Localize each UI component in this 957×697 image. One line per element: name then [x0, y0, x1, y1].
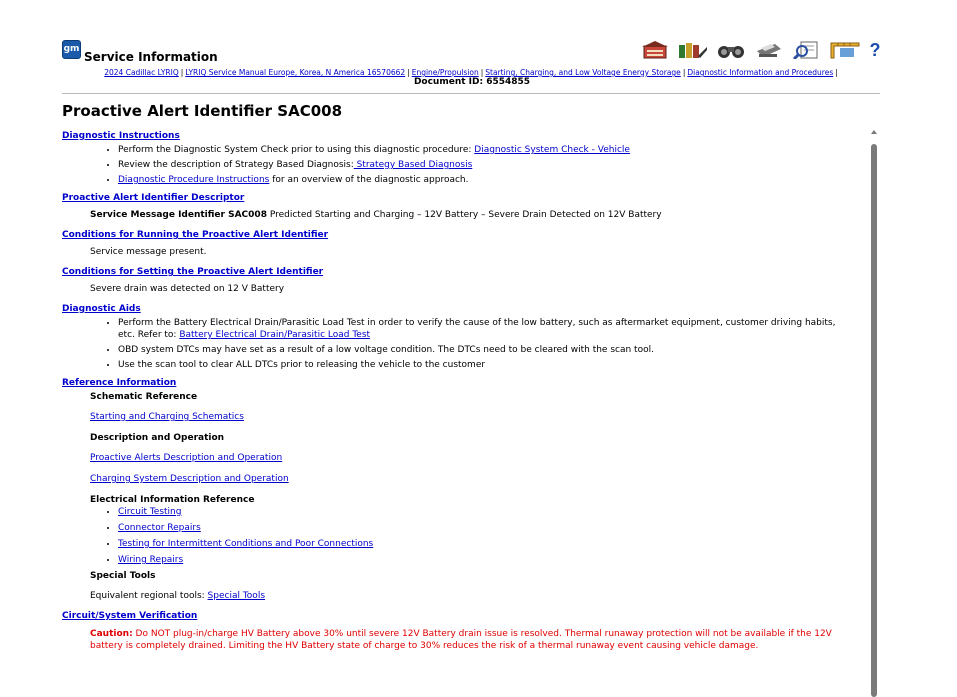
- caution-note: [62, 628, 862, 652]
- service-message-label: Service Message Identifier SAC008: [90, 210, 267, 220]
- list-item: • Use the scan tool to clear ALL DTCs prior to releasing the vehicle to the customer: [118, 359, 852, 371]
- list-item: [118, 506, 862, 518]
- conditions-setting-text: Severe drain was detected on 12 V Battery: [90, 284, 285, 294]
- section-descriptor[interactable]: Proactive Alert Identifier Descriptor: [62, 193, 245, 203]
- section-circuit-verification[interactable]: Circuit/System Verification: [62, 611, 198, 621]
- ruler-icon[interactable]: [830, 40, 860, 60]
- gm-logo: gm: [62, 40, 81, 59]
- page-title: Proactive Alert Identifier SAC008: [62, 102, 343, 120]
- service-message-description: Predicted Starting and Charging – 12V Battery – Severe Drain Detected on 12V Battery: [266, 210, 662, 220]
- link-proactive-alerts-description[interactable]: Proactive Alerts Description and Operation: [90, 453, 283, 463]
- list-item: • Perform the Battery Electrical Drain/Parasitic Load Test in order to verify the cause of the low battery, such as aftermarket equipment, customer driving habits, etc. Refer to: Battery Electrical Drain/Parasitic Load Test: [118, 317, 852, 341]
- binoculars-icon[interactable]: [716, 40, 746, 60]
- section-conditions-setting[interactable]: Conditions for Setting the Proactive Alert Identifier: [62, 267, 324, 277]
- reference-block: [62, 391, 862, 506]
- description-operation-title: Description and Operation: [90, 433, 225, 443]
- special-tools-title: Special Tools: [90, 571, 156, 581]
- home-icon[interactable]: [640, 40, 670, 60]
- main-content: [62, 102, 862, 652]
- link-battery-drain-test[interactable]: Battery Electrical Drain/Parasitic Load Test: [179, 330, 371, 340]
- list-item: • Perform the Diagnostic System Check prior to using this diagnostic procedure: Diagnostic System Check - Vehicle: [118, 144, 862, 156]
- link-strategy-based-diagnosis[interactable]: Strategy Based Diagnosis: [353, 160, 473, 170]
- breadcrumb-engine[interactable]: Engine/Propulsion: [411, 68, 479, 77]
- list-item: [118, 522, 862, 534]
- schematic-reference-title: Schematic Reference: [90, 392, 198, 402]
- list-item: • OBD system DTCs may have set as a result of a low voltage condition. The DTCs need to be cleared with the scan tool.: [118, 344, 852, 356]
- help-icon[interactable]: ?: [869, 40, 881, 60]
- list-item: • Diagnostic Procedure Instructions for an overview of the diagnostic approach.: [118, 174, 862, 186]
- link-wiring-repairs[interactable]: Wiring Repairs: [118, 555, 184, 565]
- toolbar: [640, 40, 882, 60]
- link-intermittent-conditions[interactable]: Testing for Intermittent Conditions and Poor Connections: [118, 539, 374, 549]
- breadcrumb-starting-charging[interactable]: Starting, Charging, and Low Voltage Energy Storage: [485, 68, 681, 77]
- diagnostic-aids-list: [62, 317, 862, 371]
- list-item: [118, 538, 862, 550]
- vertical-scrollbar[interactable]: [870, 130, 878, 697]
- caution-text: Do NOT plug-in/charge HV Battery above 30% until severe 12V Battery drain issue is resolved. Thermal runaway protection will not be available if the 12V battery is completely drained. Limiting the HV Battery state of charge to 30% reduces the risk of a thermal runaway event causing vehicle damage.: [90, 629, 832, 651]
- link-circuit-testing[interactable]: Circuit Testing: [118, 507, 182, 517]
- special-tools-block: Special Tools Equivalent regional tools: Special Tools: [62, 570, 862, 602]
- link-connector-repairs[interactable]: Connector Repairs: [118, 523, 201, 533]
- link-starting-charging-schematics[interactable]: Starting and Charging Schematics: [90, 412, 244, 422]
- breadcrumb-diagnostic-info[interactable]: Diagnostic Information and Procedures: [687, 68, 834, 77]
- section-conditions-running[interactable]: Conditions for Running the Proactive Alert Identifier: [62, 230, 329, 240]
- section-diagnostic-aids[interactable]: Diagnostic Aids: [62, 304, 141, 314]
- link-diagnostic-system-check[interactable]: Diagnostic System Check - Vehicle: [474, 145, 630, 155]
- breadcrumb-separator: |: [682, 68, 686, 77]
- breadcrumb-manual[interactable]: LYRIQ Service Manual Europe, Korea, N America 16570662: [185, 68, 406, 77]
- breadcrumb: [62, 68, 882, 77]
- link-diagnostic-procedure-instructions[interactable]: Diagnostic Procedure Instructions: [118, 175, 270, 185]
- descriptor-text: [62, 209, 862, 221]
- list-item: [118, 554, 862, 566]
- electrical-reference-list: [62, 506, 862, 566]
- scroll-up-icon[interactable]: [871, 130, 877, 134]
- caution-label: Caution:: [90, 629, 133, 639]
- section-diagnostic-instructions[interactable]: Diagnostic Instructions: [62, 131, 180, 141]
- books-icon[interactable]: [678, 40, 708, 60]
- app-title: Service Information: [84, 50, 218, 64]
- electrical-reference-title: Electrical Information Reference: [90, 495, 255, 505]
- scrollbar-thumb[interactable]: [871, 144, 877, 697]
- search-document-icon[interactable]: [792, 40, 822, 60]
- header-divider: [62, 93, 880, 94]
- link-charging-system-description[interactable]: Charging System Description and Operation: [90, 474, 289, 484]
- breadcrumb-vehicle[interactable]: 2024 Cadillac LYRIQ: [104, 68, 179, 77]
- header: [62, 40, 882, 92]
- document-id: Document ID: 6554855: [413, 77, 531, 87]
- breadcrumb-separator: |: [480, 68, 484, 77]
- breadcrumb-separator: |: [835, 68, 838, 77]
- link-special-tools[interactable]: Special Tools: [207, 591, 266, 601]
- diagnostic-instructions-list: [62, 144, 862, 186]
- breadcrumb-separator: |: [407, 68, 410, 77]
- breadcrumb-separator: |: [180, 68, 184, 77]
- print-icon[interactable]: [754, 40, 784, 60]
- conditions-running-text: Service message present.: [90, 247, 207, 257]
- section-reference-information[interactable]: Reference Information: [62, 378, 177, 388]
- list-item: • Review the description of Strategy Based Diagnosis: Strategy Based Diagnosis: [118, 159, 862, 171]
